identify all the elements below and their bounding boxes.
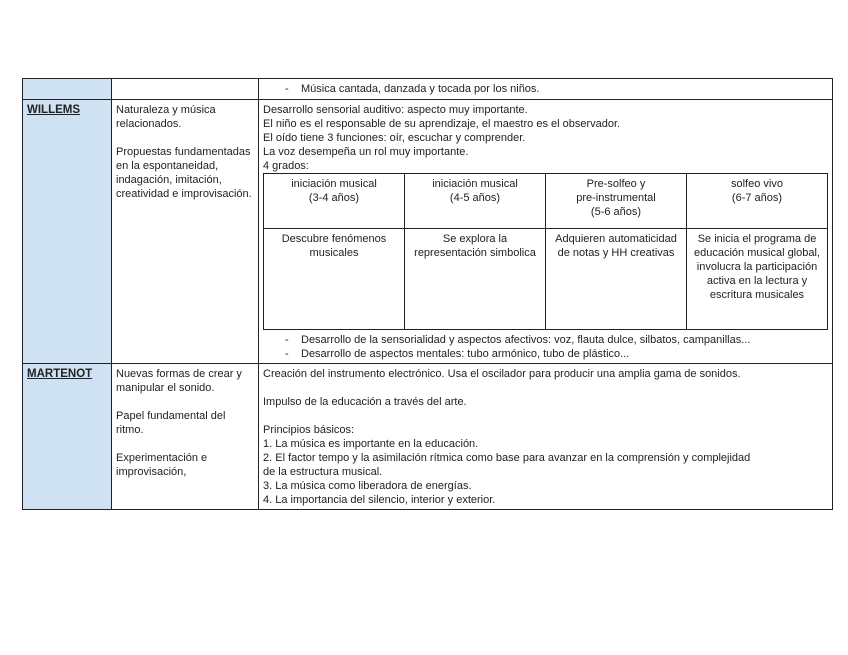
grade-title: Pre-solfeo y <box>586 178 646 190</box>
principle-line: 1. La música es importante en la educación. <box>263 438 479 450</box>
willems-topic-cell <box>112 100 259 364</box>
grade-desc-cell: Se inicia el programa de educación musical global, involucra la participación activa en la lectura y escritura musicales <box>687 229 828 330</box>
grade-age: (5-6 años) <box>590 206 642 218</box>
willems-name-cell <box>23 100 112 364</box>
martenot-row <box>23 364 833 510</box>
detail-line: Impulso de la educación a través del arte. <box>263 396 467 408</box>
grade-title: iniciación musical <box>291 178 377 190</box>
grade-header-cell <box>405 174 546 229</box>
grade-age: (6-7 años) <box>731 192 783 204</box>
continuation-detail-cell <box>259 79 833 100</box>
topic-paragraph: Propuestas fundamentadas en la espontaneidad, indagación, imitación, creatividad e improvisación. <box>116 146 252 200</box>
grade-desc-cell: Adquieren automaticidad de notas y HH creativas <box>546 229 687 330</box>
grades-header-row <box>264 174 828 229</box>
topic-paragraph: Naturaleza y música relacionados. <box>116 104 216 130</box>
principle-line: 3. La música como liberadora de energías. <box>263 480 472 492</box>
willems-row <box>23 100 833 364</box>
detail-line: El oído tiene 3 funciones: oír, escuchar y comprender. <box>263 132 526 144</box>
grade-header-cell <box>546 174 687 229</box>
topic-paragraph: Experimentación e improvisación, <box>116 452 208 478</box>
principle-line: 4. La importancia del silencio, interior y exterior. <box>263 494 496 506</box>
grade-header-cell <box>264 174 405 229</box>
bullet-item: - Desarrollo de la sensorialidad y aspectos afectivos: voz, flauta dulce, silbatos, campanillas... <box>285 333 828 347</box>
principle-line: 2. El factor tempo y la asimilación rítmica como base para avanzar en la comprensión y complejidad <box>263 452 751 464</box>
willems-bullet-list <box>263 333 828 361</box>
grades-description-row <box>264 229 828 330</box>
grade-desc-cell: Se explora la representación simbolica <box>405 229 546 330</box>
detail-line: El niño es el responsable de su aprendizaje, el maestro es el observador. <box>263 118 621 130</box>
martenot-name-cell <box>23 364 112 510</box>
detail-line: Creación del instrumento electrónico. Usa el oscilador para producir una amplia gama de sonidos. <box>263 368 741 380</box>
bullet-item: - Desarrollo de aspectos mentales: tubo armónico, tubo de plástico... <box>285 347 828 361</box>
grade-title: iniciación musical <box>432 178 518 190</box>
continuation-topic-cell <box>112 79 259 100</box>
continuation-row <box>23 79 833 100</box>
grade-desc-cell: Descubre fenómenos musicales <box>264 229 405 330</box>
grades-table <box>263 173 828 330</box>
martenot-topic-cell <box>112 364 259 510</box>
grade-title: solfeo vivo <box>731 178 783 190</box>
method-name: WILLEMS <box>27 104 81 116</box>
martenot-detail-cell <box>259 364 833 510</box>
grade-header-cell <box>687 174 828 229</box>
grade-age: (3-4 años) <box>308 192 360 204</box>
continuation-bullet-list <box>263 82 828 96</box>
willems-detail-cell <box>259 100 833 364</box>
detail-line: 4 grados: <box>263 160 309 172</box>
detail-line: Desarrollo sensorial auditivo: aspecto muy importante. <box>263 104 528 116</box>
topic-paragraph: Nuevas formas de crear y manipular el sonido. <box>116 368 242 394</box>
principles-title: Principios básicos: <box>263 424 355 436</box>
principle-line: de la estructura musical. <box>263 466 383 478</box>
methods-table <box>22 78 833 510</box>
method-name: MARTENOT <box>27 368 93 380</box>
bullet-item: - Música cantada, danzada y tocada por los niños. <box>285 82 828 96</box>
continuation-name-cell <box>23 79 112 100</box>
detail-line: La voz desempeña un rol muy importante. <box>263 146 469 158</box>
grade-age: (4-5 años) <box>449 192 501 204</box>
grade-subtitle: pre-instrumental <box>576 192 656 204</box>
topic-paragraph: Papel fundamental del ritmo. <box>116 410 226 436</box>
